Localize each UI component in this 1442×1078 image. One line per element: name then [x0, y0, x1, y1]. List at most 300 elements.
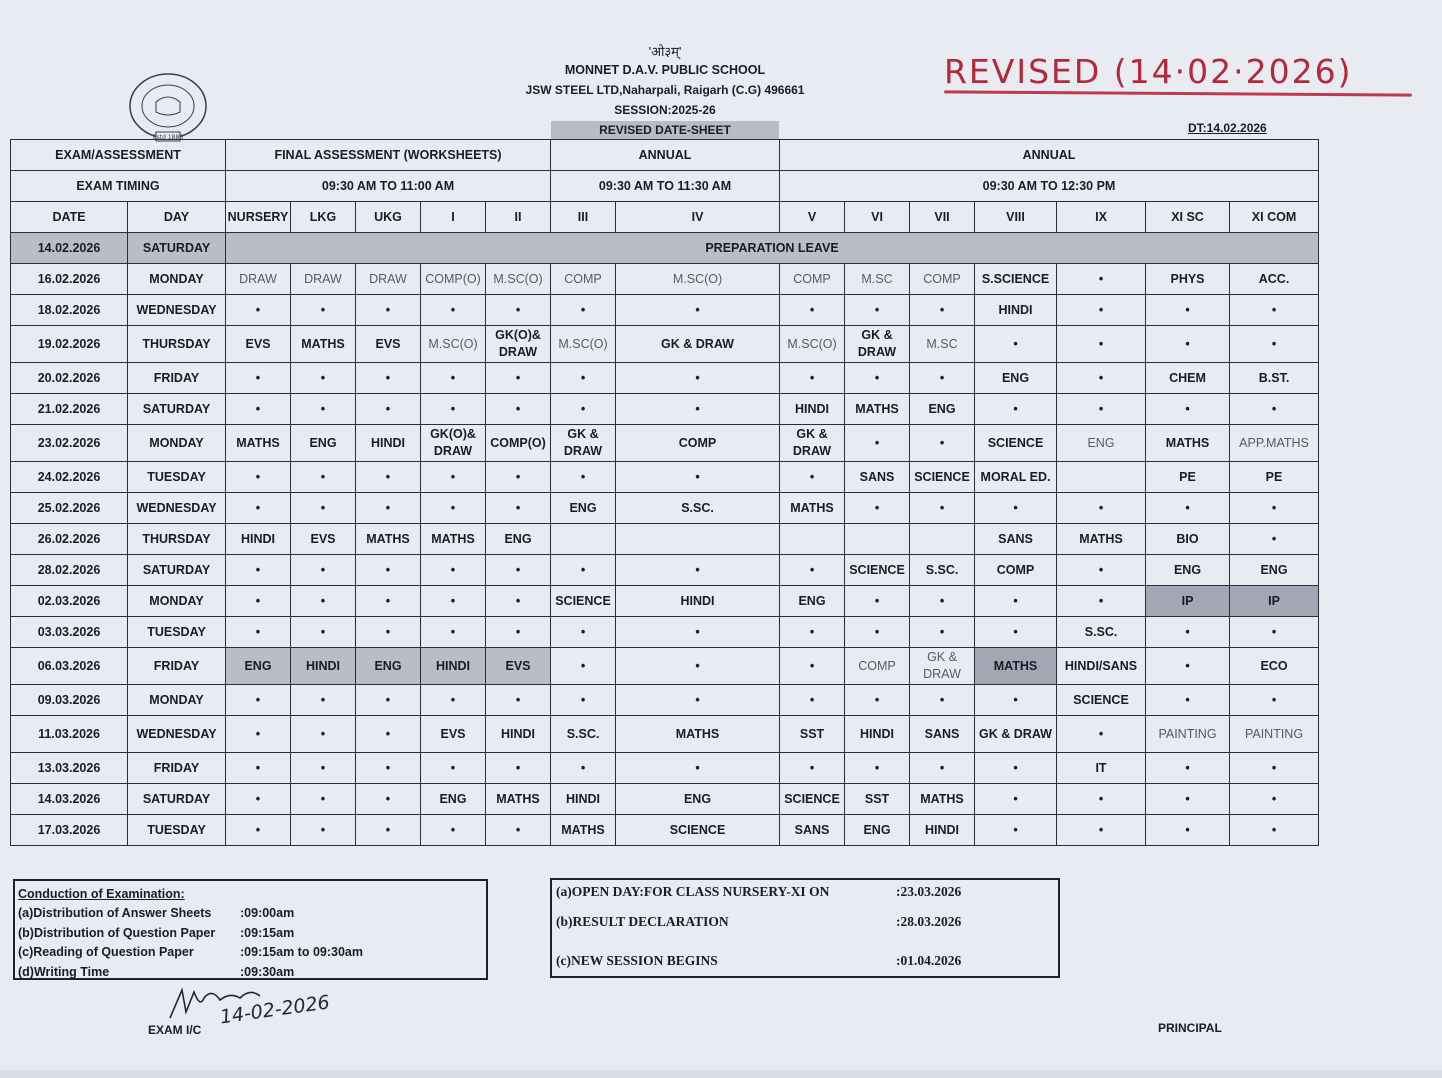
row-date: 20.02.2026 [11, 363, 128, 394]
row-day: THURSDAY [128, 524, 226, 555]
subject-cell: HINDI [356, 425, 421, 462]
subject-cell: M.SC [910, 326, 975, 363]
subject-cell: • [486, 617, 551, 648]
subject-cell: • [226, 617, 291, 648]
subject-cell: • [226, 555, 291, 586]
subject-cell: SCIENCE [1057, 685, 1146, 716]
subject-cell: • [616, 394, 780, 425]
subject-cell: • [1057, 815, 1146, 846]
row-date: 26.02.2026 [11, 524, 128, 555]
subject-cell: • [1146, 648, 1230, 685]
subject-cell: IT [1057, 753, 1146, 784]
column-header: II [486, 202, 551, 233]
table-row [11, 555, 1319, 586]
subject-cell: ACC. [1230, 264, 1319, 295]
row-date: 18.02.2026 [11, 295, 128, 326]
subject-cell: • [1057, 326, 1146, 363]
subject-cell: • [845, 753, 910, 784]
conduction-item [18, 923, 483, 943]
subject-cell: • [551, 462, 616, 493]
subject-cell: SANS [780, 815, 845, 846]
subject-cell: • [356, 462, 421, 493]
subject-cell: EVS [291, 524, 356, 555]
subject-cell: • [291, 716, 356, 753]
subject-cell: GK(O)& DRAW [486, 326, 551, 363]
subject-cell: • [1057, 264, 1146, 295]
subject-cell: • [226, 716, 291, 753]
subject-cell: • [356, 586, 421, 617]
revised-stamp: REVISED (14·02·2026) [944, 52, 1353, 91]
subject-cell: • [291, 295, 356, 326]
subject-cell: • [226, 462, 291, 493]
subject-cell: MATHS [616, 716, 780, 753]
subject-cell: • [551, 617, 616, 648]
subject-cell: • [291, 363, 356, 394]
row-day: MONDAY [128, 685, 226, 716]
subject-cell: • [616, 295, 780, 326]
subject-cell: HINDI [291, 648, 356, 685]
row-day: WEDNESDAY [128, 493, 226, 524]
subject-cell: • [780, 295, 845, 326]
subject-cell: ECO [1230, 648, 1319, 685]
subject-cell: • [421, 493, 486, 524]
conduction-item-value: :09:00am [240, 906, 295, 921]
subject-cell: • [1230, 753, 1319, 784]
subject-cell: • [356, 815, 421, 846]
subject-cell: • [780, 555, 845, 586]
row-day: TUESDAY [128, 815, 226, 846]
row-date: 19.02.2026 [11, 326, 128, 363]
subject-cell: SANS [975, 524, 1057, 555]
exam-timing-label: EXAM TIMING [11, 171, 226, 202]
subject-cell: PAINTING [1230, 716, 1319, 753]
row-date: 06.03.2026 [11, 648, 128, 685]
subject-cell: ENG [616, 784, 780, 815]
subject-cell: • [1230, 685, 1319, 716]
subject-cell: • [421, 617, 486, 648]
subject-cell: • [226, 815, 291, 846]
column-header: VII [910, 202, 975, 233]
row-day: FRIDAY [128, 648, 226, 685]
subject-cell: • [910, 363, 975, 394]
subject-cell: ENG [486, 524, 551, 555]
subject-cell: GK & DRAW [551, 425, 616, 462]
row-date: 17.03.2026 [11, 815, 128, 846]
table-row [11, 586, 1319, 617]
subject-cell: MATHS [910, 784, 975, 815]
om-heading: 'ओ३म्' [648, 44, 682, 59]
subject-cell: ENG [551, 493, 616, 524]
subject-cell: S.SC. [551, 716, 616, 753]
subject-cell: HINDI [551, 784, 616, 815]
subject-cell: MATHS [780, 493, 845, 524]
subject-cell: • [291, 784, 356, 815]
subject-cell: • [910, 295, 975, 326]
event-date: :28.03.2026 [896, 913, 962, 929]
subject-cell: • [356, 617, 421, 648]
subject-cell: • [356, 555, 421, 586]
subject-cell: HINDI [845, 716, 910, 753]
table-row [11, 716, 1319, 753]
subject-cell: SCIENCE [780, 784, 845, 815]
conduction-box [13, 879, 488, 980]
exam-ic-signature [160, 978, 360, 1028]
subject-cell: GK & DRAW [616, 326, 780, 363]
event-item [556, 882, 1054, 902]
principal-label: PRINCIPAL [1158, 1021, 1222, 1035]
column-header: IV [616, 202, 780, 233]
subject-cell: DRAW [226, 264, 291, 295]
table-row [11, 264, 1319, 295]
subject-cell: • [291, 462, 356, 493]
subject-cell: • [551, 394, 616, 425]
table-row [11, 295, 1319, 326]
subject-cell: • [616, 617, 780, 648]
subject-cell: • [1057, 493, 1146, 524]
subject-cell: SANS [845, 462, 910, 493]
row-day: MONDAY [128, 264, 226, 295]
subject-cell: SCIENCE [975, 425, 1057, 462]
subject-cell: • [910, 617, 975, 648]
subject-cell: • [291, 617, 356, 648]
subject-cell [845, 524, 910, 555]
subject-cell: • [1146, 295, 1230, 326]
subject-cell: COMP [616, 425, 780, 462]
subject-cell: ENG [780, 586, 845, 617]
signature-date: 14-02-2026 [218, 991, 331, 1028]
subject-cell: PE [1146, 462, 1230, 493]
table-row [11, 326, 1319, 363]
subject-cell: • [780, 753, 845, 784]
subject-cell: IP [1146, 586, 1230, 617]
subject-cell: • [486, 295, 551, 326]
column-header: VIII [975, 202, 1057, 233]
subject-cell: • [1057, 784, 1146, 815]
subject-cell: • [845, 685, 910, 716]
conduction-item-label: (a)Distribution of Answer Sheets [18, 906, 212, 921]
table-row [11, 425, 1319, 462]
table-row [11, 753, 1319, 784]
subject-cell: COMP [845, 648, 910, 685]
subject-cell: • [356, 784, 421, 815]
subject-cell: MATHS [356, 524, 421, 555]
table-row [11, 493, 1319, 524]
group1-title: FINAL ASSESSMENT (WORKSHEETS) [226, 140, 551, 171]
subject-cell: • [421, 295, 486, 326]
row-date: 16.02.2026 [11, 264, 128, 295]
subject-cell: • [780, 363, 845, 394]
subject-cell: • [975, 394, 1057, 425]
group3-title: ANNUAL [780, 140, 1319, 171]
subject-cell: • [291, 685, 356, 716]
subject-cell: S.SC. [910, 555, 975, 586]
event-item [556, 902, 1054, 941]
conduction-item-value: :09:15am [240, 925, 295, 940]
subject-cell: COMP [975, 555, 1057, 586]
table-row [11, 524, 1319, 555]
subject-cell: GK & DRAW [780, 425, 845, 462]
conduction-item-value: :09:30am [240, 964, 295, 979]
event-date: :23.03.2026 [896, 884, 962, 899]
group3-timing: 09:30 AM TO 12:30 PM [780, 171, 1319, 202]
column-header: VI [845, 202, 910, 233]
school-logo [126, 72, 210, 144]
subject-cell: EVS [486, 648, 551, 685]
subject-cell: • [975, 617, 1057, 648]
column-header: DATE [11, 202, 128, 233]
subject-cell: BIO [1146, 524, 1230, 555]
subject-cell: • [356, 295, 421, 326]
subject-cell: SCIENCE [551, 586, 616, 617]
subject-cell: • [421, 555, 486, 586]
subject-cell [551, 524, 616, 555]
subject-cell: • [226, 784, 291, 815]
subject-cell: • [486, 394, 551, 425]
subject-cell: ENG [975, 363, 1057, 394]
subject-cell: • [616, 753, 780, 784]
row-date: 09.03.2026 [11, 685, 128, 716]
column-header: DAY [128, 202, 226, 233]
row-day: MONDAY [128, 586, 226, 617]
subject-cell: • [291, 555, 356, 586]
subject-cell: • [910, 425, 975, 462]
subject-cell: ENG [1146, 555, 1230, 586]
subject-cell: MATHS [1146, 425, 1230, 462]
subject-cell: DRAW [291, 264, 356, 295]
conduction-item-value: :09:15am to 09:30am [240, 945, 363, 960]
event-label: (a)OPEN DAY:FOR CLASS NURSERY-XI ON [556, 884, 830, 899]
subject-cell: • [975, 784, 1057, 815]
revised-datesheet-bar: REVISED DATE-SHEET [551, 121, 779, 139]
subject-cell: MATHS [291, 326, 356, 363]
subject-cell: EVS [226, 326, 291, 363]
subject-cell: • [616, 363, 780, 394]
table-row [11, 685, 1319, 716]
subject-cell: • [1146, 617, 1230, 648]
logo-estd: Estd 1886 [152, 134, 184, 141]
subject-cell [616, 524, 780, 555]
subject-cell: S.SCIENCE [975, 264, 1057, 295]
subject-cell: PE [1230, 462, 1319, 493]
subject-cell: • [616, 555, 780, 586]
subject-cell: HINDI [226, 524, 291, 555]
subject-cell: • [291, 394, 356, 425]
event-label: (c)NEW SESSION BEGINS [556, 952, 718, 968]
column-header: IX [1057, 202, 1146, 233]
subject-cell: • [780, 462, 845, 493]
subject-cell: • [1146, 493, 1230, 524]
row-day: SATURDAY [128, 555, 226, 586]
row-day: TUESDAY [128, 462, 226, 493]
subject-cell: • [226, 586, 291, 617]
subject-cell: ENG [845, 815, 910, 846]
subject-cell: GK & DRAW [910, 648, 975, 685]
subject-cell: • [1146, 326, 1230, 363]
subject-cell: • [486, 586, 551, 617]
subject-cell [1057, 462, 1146, 493]
subject-cell: • [551, 648, 616, 685]
subject-cell: HINDI [910, 815, 975, 846]
subject-cell: HINDI [975, 295, 1057, 326]
subject-cell: GK & DRAW [975, 716, 1057, 753]
row-date: 14.03.2026 [11, 784, 128, 815]
row-date: 21.02.2026 [11, 394, 128, 425]
session-label: SESSION:2025-26 [614, 103, 716, 117]
subject-cell: • [226, 363, 291, 394]
subject-cell: • [1230, 493, 1319, 524]
column-header: LKG [291, 202, 356, 233]
row-date: 25.02.2026 [11, 493, 128, 524]
row-day: FRIDAY [128, 753, 226, 784]
subject-cell: • [551, 555, 616, 586]
subject-cell: • [845, 586, 910, 617]
school-address: JSW STEEL LTD,Naharpali, Raigarh (C.G) 496661 [525, 83, 805, 97]
subject-cell: • [291, 493, 356, 524]
subject-cell: • [1057, 586, 1146, 617]
subject-cell: • [845, 493, 910, 524]
subject-cell: APP.MATHS [1230, 425, 1319, 462]
subject-cell: • [616, 685, 780, 716]
subject-cell: CHEM [1146, 363, 1230, 394]
subject-cell: M.SC(O) [421, 326, 486, 363]
conduction-title: Conduction of Examination: [18, 886, 185, 901]
subject-cell: MATHS [421, 524, 486, 555]
subject-cell: S.SC. [616, 493, 780, 524]
subject-cell: SANS [910, 716, 975, 753]
subject-cell: • [1057, 555, 1146, 586]
subject-cell: • [486, 462, 551, 493]
subject-cell: • [975, 753, 1057, 784]
subject-cell: • [1146, 394, 1230, 425]
subject-cell: • [910, 586, 975, 617]
school-name: MONNET D.A.V. PUBLIC SCHOOL [564, 63, 766, 77]
subject-cell: ENG [910, 394, 975, 425]
subject-cell: • [421, 394, 486, 425]
row-day: THURSDAY [128, 326, 226, 363]
subject-cell [910, 524, 975, 555]
subject-cell: • [1230, 295, 1319, 326]
events-box [550, 878, 1060, 978]
group1-timing: 09:30 AM TO 11:00 AM [226, 171, 551, 202]
subject-cell: MATHS [226, 425, 291, 462]
subject-cell: PHYS [1146, 264, 1230, 295]
subject-cell: • [421, 685, 486, 716]
column-header: III [551, 202, 616, 233]
subject-cell: HINDI [486, 716, 551, 753]
row-date: 03.03.2026 [11, 617, 128, 648]
subject-cell: • [486, 685, 551, 716]
subject-cell: • [1146, 753, 1230, 784]
subject-cell: HINDI [780, 394, 845, 425]
row-date: 28.02.2026 [11, 555, 128, 586]
subject-cell: S.SC. [1057, 617, 1146, 648]
subject-cell: DRAW [356, 264, 421, 295]
row-day: SATURDAY [128, 394, 226, 425]
table-row [11, 648, 1319, 685]
subject-cell: • [780, 685, 845, 716]
subject-cell: • [1230, 326, 1319, 363]
subject-cell: • [486, 815, 551, 846]
subject-cell: • [1057, 363, 1146, 394]
row-date: 11.03.2026 [11, 716, 128, 753]
subject-cell: GK & DRAW [845, 326, 910, 363]
subject-cell: • [226, 493, 291, 524]
subject-cell: MATHS [975, 648, 1057, 685]
conduction-item-label: (c)Reading of Question Paper [18, 945, 194, 960]
subject-cell: M.SC(O) [616, 264, 780, 295]
subject-cell: • [1230, 394, 1319, 425]
column-header: V [780, 202, 845, 233]
subject-cell: ENG [421, 784, 486, 815]
datesheet-table [10, 139, 1319, 846]
subject-cell: COMP [780, 264, 845, 295]
column-header: I [421, 202, 486, 233]
subject-cell: ENG [1057, 425, 1146, 462]
subject-cell: • [910, 753, 975, 784]
subject-cell: HINDI [616, 586, 780, 617]
prep-date: 14.02.2026 [11, 233, 128, 264]
column-header: UKG [356, 202, 421, 233]
row-day: WEDNESDAY [128, 716, 226, 753]
subject-cell: • [975, 326, 1057, 363]
subject-cell: COMP [551, 264, 616, 295]
subject-cell: • [226, 753, 291, 784]
conduction-item-label: (b)Distribution of Question Paper [18, 925, 216, 940]
subject-cell: SCIENCE [616, 815, 780, 846]
row-date: 24.02.2026 [11, 462, 128, 493]
subject-cell: • [1230, 784, 1319, 815]
subject-cell: • [486, 555, 551, 586]
subject-cell: • [1146, 815, 1230, 846]
subject-cell: • [486, 493, 551, 524]
subject-cell: • [226, 394, 291, 425]
subject-cell [780, 524, 845, 555]
subject-cell: COMP [910, 264, 975, 295]
table-row [11, 363, 1319, 394]
subject-cell: M.SC(O) [780, 326, 845, 363]
table-row [11, 394, 1319, 425]
subject-cell: • [780, 648, 845, 685]
subject-cell: GK(O)& DRAW [421, 425, 486, 462]
subject-cell: • [1146, 784, 1230, 815]
subject-cell: • [616, 648, 780, 685]
subject-cell: HINDI [421, 648, 486, 685]
subject-cell: • [356, 685, 421, 716]
row-day: WEDNESDAY [128, 295, 226, 326]
group2-title: ANNUAL [551, 140, 780, 171]
subject-cell: • [291, 815, 356, 846]
subject-cell: M.SC(O) [551, 326, 616, 363]
subject-cell: SST [845, 784, 910, 815]
subject-cell: • [845, 425, 910, 462]
subject-cell: SST [780, 716, 845, 753]
subject-cell: • [421, 815, 486, 846]
subject-cell: • [616, 462, 780, 493]
event-item [556, 941, 1054, 980]
row-day: TUESDAY [128, 617, 226, 648]
subject-cell: • [1230, 524, 1319, 555]
subject-cell: MORAL ED. [975, 462, 1057, 493]
subject-cell: • [1230, 617, 1319, 648]
subject-cell: ENG [291, 425, 356, 462]
subject-cell: • [421, 586, 486, 617]
subject-cell: EVS [421, 716, 486, 753]
subject-cell: COMP(O) [421, 264, 486, 295]
subject-cell: ENG [356, 648, 421, 685]
event-date: :01.04.2026 [896, 952, 962, 968]
subject-cell: • [845, 363, 910, 394]
subject-cell: • [780, 617, 845, 648]
